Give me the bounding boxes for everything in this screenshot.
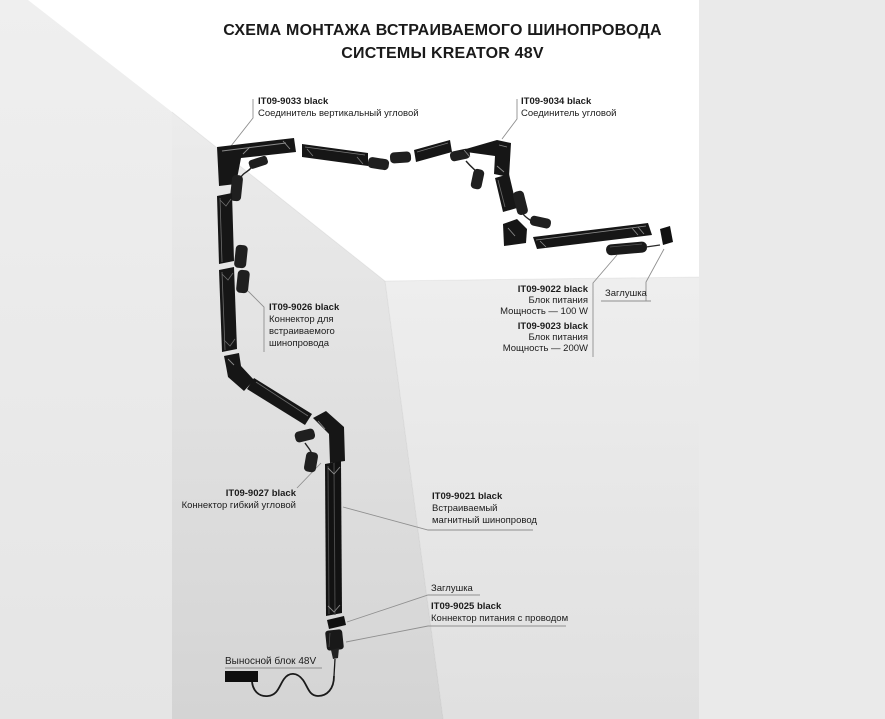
track-main-9021 bbox=[325, 461, 342, 616]
part-number: IT09-9026 black bbox=[269, 302, 340, 313]
part-number: IT09-9027 black bbox=[225, 488, 296, 499]
left-wall-face bbox=[0, 0, 172, 719]
part-desc: встраиваемого bbox=[269, 326, 335, 337]
label-power-connector bbox=[431, 601, 568, 624]
label-endcap-top bbox=[605, 288, 647, 300]
power-connector-9025 bbox=[325, 629, 344, 651]
remote-block-48v bbox=[225, 671, 258, 682]
part-desc: Мощность — 200W bbox=[502, 342, 588, 354]
part-number: IT09-9034 black bbox=[521, 96, 592, 107]
mini-connector bbox=[236, 269, 250, 293]
link-connector bbox=[390, 151, 412, 163]
part-desc: Блок питания bbox=[528, 331, 588, 343]
part-desc: Заглушка bbox=[431, 583, 473, 594]
part-desc: шинопровода bbox=[269, 338, 330, 349]
label-remote-block bbox=[225, 656, 316, 668]
label-connector-corner bbox=[521, 96, 616, 119]
label-connector-flex bbox=[138, 488, 296, 511]
part-number: IT09-9033 black bbox=[258, 96, 329, 107]
part-desc: Встраиваемый bbox=[432, 503, 498, 514]
part-desc: магнитный шинопровод bbox=[432, 515, 537, 526]
label-track-main bbox=[432, 491, 537, 527]
part-number: IT09-9025 black bbox=[431, 601, 502, 612]
part-number: IT09-9022 black bbox=[517, 284, 588, 295]
label-endcap-bottom bbox=[431, 583, 473, 595]
label-psu-100 bbox=[420, 285, 588, 317]
mini-connector bbox=[234, 244, 248, 268]
label-connector-vertical-corner bbox=[258, 96, 419, 119]
part-desc: Блок питания bbox=[528, 294, 588, 306]
part-desc: Коннектор питания с проводом bbox=[431, 612, 569, 624]
label-psu-200 bbox=[420, 322, 588, 354]
part-number: IT09-9023 black bbox=[517, 321, 588, 332]
title-line2: СИСТЕМЫ KREATOR 48V bbox=[341, 45, 544, 62]
part-desc: Коннектор для bbox=[269, 314, 334, 325]
part-desc: Соединитель угловой bbox=[521, 107, 617, 119]
title-line1: СХЕМА МОНТАЖА ВСТРАИВАЕМОГО ШИНОПРОВОДА bbox=[223, 22, 662, 39]
part-desc: Выносной блок 48V bbox=[225, 656, 317, 667]
track-segment bbox=[217, 193, 234, 264]
part-desc: Заглушка bbox=[605, 288, 647, 299]
part-desc: Соединитель вертикальный угловой bbox=[258, 107, 419, 119]
page-title bbox=[0, 19, 885, 65]
part-desc: Коннектор гибкий угловой bbox=[181, 499, 296, 511]
right-band-wall bbox=[699, 0, 885, 719]
part-number: IT09-9021 black bbox=[432, 491, 503, 502]
part-desc: Мощность — 100 W bbox=[500, 305, 588, 317]
label-connector-recessed bbox=[269, 302, 339, 350]
